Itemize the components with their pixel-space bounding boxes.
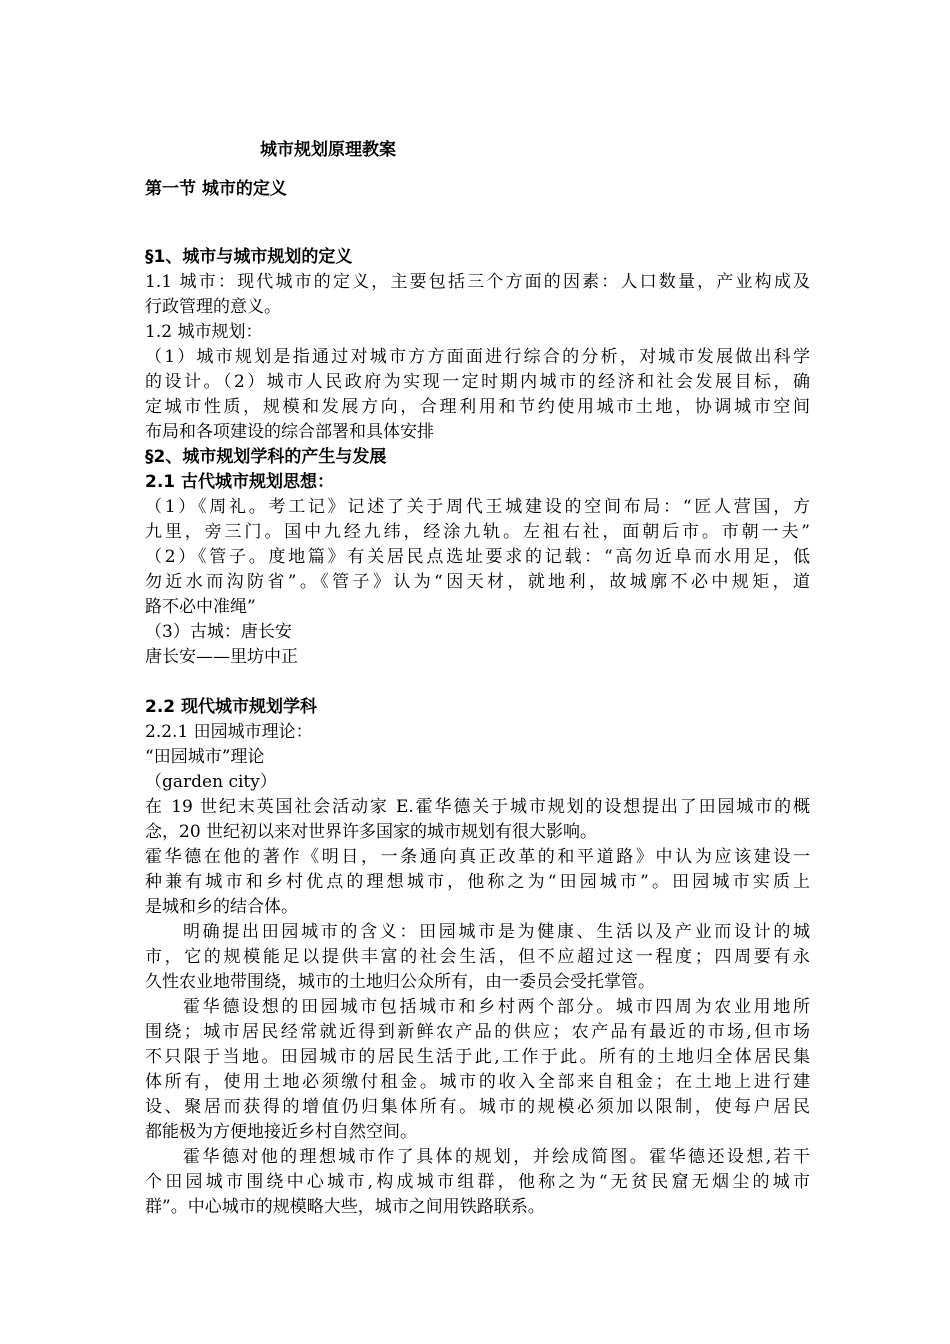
text-line: 群”。中心城市的规模略大些，城市之间用铁路联系。 [145,1197,545,1217]
text-line: “田园城市”理论 [145,747,265,767]
text-line: 定城市性质，规模和发展方向，合理利用和节约使用城市土地，协调城市空间 [145,397,810,417]
text-line: 市，它的规模能足以提供丰富的社会生活，但不应超过这一程度；四周要有永 [145,947,810,967]
text-line: （1）《周礼。考工记》记述了关于周代王城建设的空间布局：“匠人营国，方 [145,497,810,517]
section-title: 第一节 城市的定义 [145,179,287,199]
heading-s1: §1、城市与城市规划的定义 [145,247,353,267]
text-line: 勿近水而沟防省”。《管子》认为“因天材，就地利，故城廓不必中规矩，道 [145,572,810,592]
heading-2-1: 2.1 古代城市规划思想： [145,472,335,492]
text-line: 都能极为方便地接近乡村自然空间。 [145,1122,417,1142]
text-line: 霍华德对他的理想城市作了具体的规划，并绘成简图。霍华德还设想,若干 [183,1147,810,1167]
spacer [145,163,810,177]
text-line: 1.2 城市规划： [145,322,263,342]
text-line: （1）城市规划是指通过对城市方方面面进行综合的分析，对城市发展做出科学 [145,347,810,367]
text-line: （garden city） [145,772,277,792]
text-line: 设、聚居而获得的增值仍归集体所有。城市的规模必须加以限制，使每户居民 [145,1097,810,1117]
spacer [145,202,810,245]
text-line: 路不必中准绳” [145,597,256,617]
spacer [145,670,810,695]
text-line: 九里，旁三门。国中九经九纬，经涂九轨。左祖右社，面朝后市。市朝一夫” [145,522,810,542]
text-line: 2.2.1 田园城市理论： [145,722,313,742]
heading-s2: §2、城市规划学科的产生与发展 [145,447,387,467]
text-line: 是城和乡的结合体。 [145,897,298,917]
text-line: 围绕；城市居民经常就近得到新鲜农产品的供应；农产品有最近的市场,但市场 [145,1022,810,1042]
document-page [145,138,810,1220]
text-line: 不只限于当地。田园城市的居民生活于此,工作于此。所有的土地归全体居民集 [145,1047,810,1067]
text-line: 布局和各项建设的综合部署和具体安排 [145,422,434,442]
text-line: 念，20 世纪初以来对世界许多国家的城市规划有很大影响。 [145,822,598,842]
text-line: 个田园城市围绕中心城市,构成城市组群，他称之为“无贫民窟无烟尘的城市 [145,1172,810,1192]
text-line: 的设计。（2）城市人民政府为实现一定时期内城市的经济和社会发展目标，确 [145,372,810,392]
text-line: 种兼有城市和乡村优点的理想城市，他称之为“田园城市”。田园城市实质上 [145,872,810,892]
text-line: 体所有，使用土地必须缴付租金。城市的收入全部来自租金；在土地上进行建 [145,1072,810,1092]
text-line: （2）《管子。度地篇》有关居民点选址要求的记载：“高勿近阜而水用足，低 [145,547,810,567]
heading-2-2: 2.2 现代城市规划学科 [145,697,318,717]
text-line: 明确提出田园城市的含义：田园城市是为健康、生活以及产业而设计的城 [183,922,810,942]
text-line: 在 19 世纪末英国社会活动家 E.霍华德关于城市规划的设想提出了田园城市的概 [145,797,810,817]
text-line: （3）古城：唐长安 [145,622,292,642]
text-line: 霍华德在他的著作《明日，一条通向真正改革的和平道路》中认为应该建设一 [145,847,810,867]
text-line: 霍华德设想的田园城市包括城市和乡村两个部分。城市四周为农业用地所 [183,997,810,1017]
text-line: 行政管理的意义。 [145,297,281,317]
text-line: 久性农业地带围绕，城市的土地归公众所有，由一委员会受托掌管。 [145,972,655,992]
text-line: 唐长安——里坊中正 [145,647,298,667]
text-line: 1.1 城市：现代城市的定义，主要包括三个方面的因素：人口数量，产业构成及 [145,272,810,292]
document-title: 城市规划原理教案 [260,140,396,160]
